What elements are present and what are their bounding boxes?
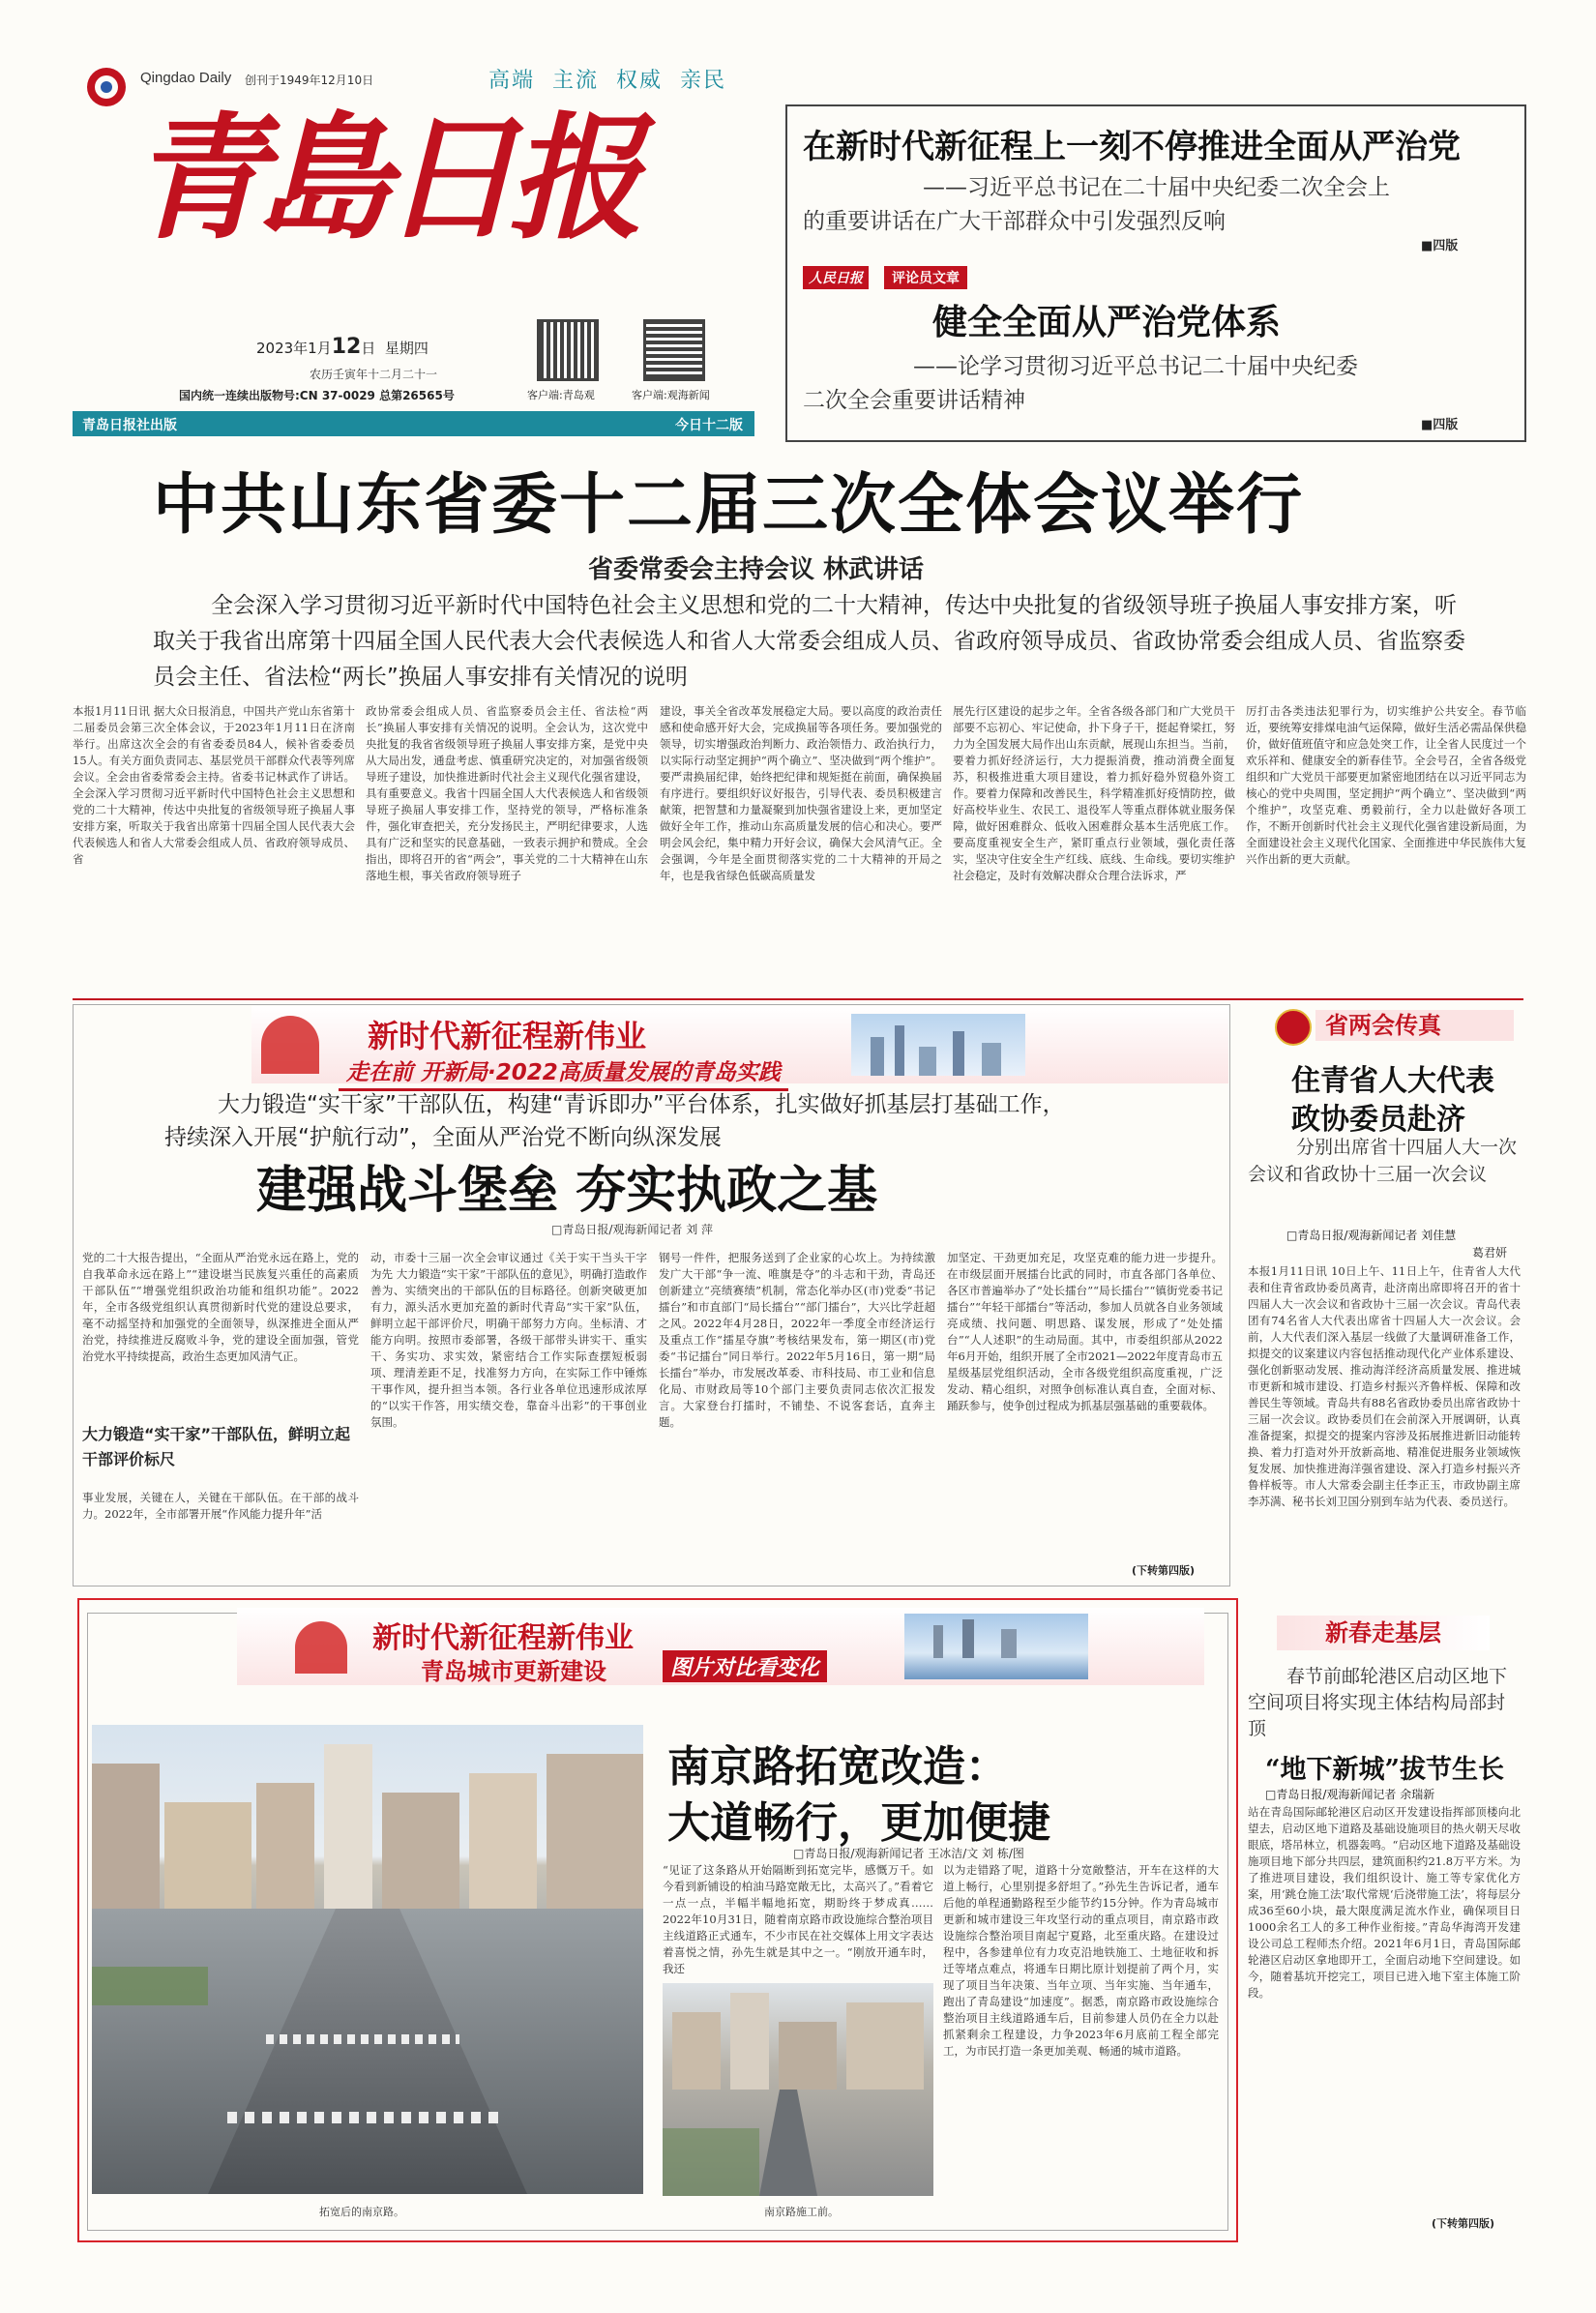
banner-coast-image <box>904 1614 1088 1679</box>
page-count: 今日十二版 <box>675 418 743 433</box>
caption-before-construction: 南京路施工前。 <box>764 2206 839 2218</box>
feature1-column-1: 党的二十大报告提出，“全面从严治党永远在路上，党的自我革命永远在路上”“建设堪当民族复兴重任的高素质干部队伍”“增强党组织政治功能和组织功能”。2022年，全市各级党组织认真贯彻新时代党的建设总要求，毫不动摇坚持和加强党的全面领导，纵深推进全面从严治党，持续推进反腐败斗争，党的建设全面加强，管党治党水平持续提高，政治生态更加风清气正。 <box>82 1251 359 1363</box>
feature1-banner <box>251 1006 1228 1083</box>
feature2-headline-1: 南京路拓宽改造： <box>667 1742 1008 1792</box>
english-name: Qingdao Daily <box>140 70 232 86</box>
feature2-byline: □青岛日报/观海新闻记者 王冰洁/文 刘 栋/图 <box>793 1847 1024 1860</box>
feature1-column-1b: 事业发展，关键在人，关键在干部队伍。在干部的战斗力。2022年，全市部署开展“作风能力提升年”活 <box>82 1491 359 1521</box>
paper-emblem-icon <box>87 68 126 106</box>
subhead-system-1: ——论学习贯彻习近平总书记二十届中央纪委 <box>913 354 1358 379</box>
emblem-icon <box>1275 1009 1312 1046</box>
feature1-banner-sub: 走在前 开新局·2022高质量发展的青岛实践 <box>339 1053 788 1091</box>
logo-calligraphy: 青島日报 <box>131 100 635 258</box>
sidebar1-body: 本报1月11日讯 10日上午、11日上午，住青省人大代表和住青省政协委员离青，赴济南出席即将召开的省十四届人大一次会议和省政协十三届一次会议。青岛代表团有74名省人大代表出席省十四届人大一次会议。会前，人大代表们深入基层一线做了大量调研准备工作，拟提交的议案建议内容包括推动现代化产业体系建设、强化创新驱动发展、推动海洋经济高质量发展、推进城市更新和城市建设、打造乡村振兴齐鲁样板、保障和改善民生等领域。青岛共有88名省政协委员出席省政协十三届一次会议。政协委员们在会前深入开展调研，认真准备提案，拟提交的提案内容涉及拓展推进新旧动能转换、着力打造对外开放新高地、精准促进服务业领域恢复发展、加快推进海洋强省建设、深入打造乡村振兴齐鲁样板等。市人大常委会副主任李正玉，市政协副主席李苏满、秘书长刘卫国分别到车站为代表、委员送行。 <box>1248 1264 1521 1508</box>
banner-landmark <box>295 1621 347 1674</box>
sidebar1-tag: 省两会传真 <box>1315 1010 1514 1041</box>
sidebar1-byline-2: 葛君妍 <box>1472 1246 1508 1260</box>
sidebar2-tag: 新春走基层 <box>1277 1616 1490 1650</box>
lead-divider <box>73 998 1523 1000</box>
headline-discipline: 在新时代新征程上一刻不停推进全面从严治党 <box>803 128 1461 166</box>
banner-landmark-left <box>261 1016 319 1074</box>
feature2-banner-title: 新时代新征程新伟业 <box>372 1621 634 1655</box>
feature1-banner-title: 新时代新征程新伟业 <box>368 1018 647 1054</box>
subhead-system-2: 二次全会重要讲话精神 <box>803 388 1025 413</box>
feature1-deck-2: 持续深入开展“护航行动”，全面从严治党不断向纵深发展 <box>164 1125 722 1150</box>
sidebar1-subhead: 分别出席省十四届人大一次会议和省政协十三届一次会议 <box>1248 1137 1518 1185</box>
caption-widened-road: 拓宽后的南京路。 <box>319 2206 404 2218</box>
qr-caption-2: 客户端:观海新闻 <box>632 389 710 401</box>
commentary-tag: 评论员文章 <box>884 266 967 289</box>
lead-column-2: 政协常委会组成人员、省监察委员会主任、省法检“两长”换届人事安排有关情况的说明。全会认为，这次党中央批复的我省省级领导班子换届人事安排方案，是党中央从大局出发，通盘考虑、慎重研究决定的，对加强省级领导班子建设，加快推进新时代社会主义现代化强省建设，具有重要意义。我省十四届全国人大代表候选人和省级领导班子换届人事安排工作，坚持党的领导，严格标准条件，强化审查把关，充分发扬民主，严明纪律要求，人选具有广泛和坚实的民意基础，一致表示拥护和赞成。全会指出，即将召开的省“两会”，事关党的二十大精神在山东落地生根，事关省政府领导班子 <box>366 704 648 882</box>
feature1-headline: 建强战斗堡垒 夯实执政之基 <box>256 1161 878 1220</box>
feature1-column-4: 加坚定、干劲更加充足，攻坚克难的能力进一步提升。在市级层面开展擂台比武的同时，市直各部门各单位、各区市普遍举办了“处长擂台”“局长擂台”“镇街党委书记擂台”“年轻干部擂台”等活动，参加人员就各自业务领域亮成绩、找问题、明思路、谋发展，形成了“处处擂台”“人人述职”的生动局面。其中，市委组织部从2022年6月开始，组织开展了全市2021—2022年度青岛市五星级基层党组织活动，全市各级党组织高度重视，广泛发动、精心组织，对照争创标准认真自查，全面对标、踊跃参与，使争创过程成为抓基层强基础的重要载体。 <box>947 1251 1223 1412</box>
qr-code-client-1 <box>537 319 599 381</box>
founded-date: 创刊于1949年12月10日 <box>245 74 374 87</box>
sidebar1-headline-2: 政协委员赴济 <box>1291 1103 1465 1137</box>
lead-deck: 全会深入学习贯彻习近平新时代中国特色社会主义思想和党的二十大精神，传达中央批复的省级领导班子换届人事安排方案，听取关于我省出席第十四届全国人民代表大会代表候选人和省人大常委会组成人员、省政府领导成员、省政协常委会组成人员、省监察委员会主任、省法检“两长”换届人事安排有关情况的说明 <box>153 593 1465 690</box>
sidebar1-byline-1: □青岛日报/观海新闻记者 刘佳慧 <box>1286 1229 1457 1242</box>
sidebar2-headline: “地下新城”拔节生长 <box>1265 1755 1505 1785</box>
feature2-banner-tag: 图片对比看变化 <box>663 1650 827 1682</box>
date-suffix: 日 <box>361 340 376 357</box>
banner-skyline-image <box>851 1014 1025 1076</box>
photo-widened-nanjing-road <box>92 1725 643 2194</box>
sidebar2-body: 站在青岛国际邮轮港区启动区开发建设指挥部顶楼向北望去，启动区地下道路及基础设施项目的热火朝天尽收眼底，塔吊林立，机器轰鸣。“启动区地下道路及基础设施项目地下部分共四层，建筑面积约21.8万平方米。为了推进项目建设，我们组织设计、施工等专家优化方案，用‘跳仓施工法’取代常规‘后浇带施工法’，将每层分成36至60小块，最大限度满足流水作业，确保项目日1000余名工人的多工种作业衔接。”青岛华海湾开发建设公司总工程师杰介绍。2021年6月1日，青岛国际邮轮港区启动区拿地即开工，全面启动地下空间建设。如今，随着基坑开挖完工，项目已进入地下室主体施工阶段。 <box>1248 1805 1521 2000</box>
subhead-discipline-1: ——习近平总书记在二十届中央纪委二次全会上 <box>923 175 1390 200</box>
sidebar2-subhead: 春节前邮轮港区启动区地下空间项目将实现主体结构局部封顶 <box>1248 1666 1508 1739</box>
page-ref-1: ■四版 <box>1421 239 1459 253</box>
page-ref-2: ■四版 <box>1421 418 1459 432</box>
feature2-banner-sub: 青岛城市更新建设 <box>421 1658 606 1685</box>
cn-number: 国内统一连续出版物号:CN 37-0029 总第26565号 <box>179 389 455 402</box>
feature2-headline-2: 大道畅行，更加便捷 <box>667 1798 1050 1848</box>
feature1-byline: □青岛日报/观海新闻记者 刘 萍 <box>551 1223 714 1236</box>
date-day: 12 <box>331 335 362 359</box>
slogan-1: 高端 <box>488 69 536 93</box>
publisher: 青岛日报社出版 <box>82 418 177 433</box>
sidebar2-byline: □青岛日报/观海新闻记者 余瑞新 <box>1265 1788 1435 1801</box>
date-prefix: 2023年1月 <box>256 340 332 357</box>
slogans <box>488 64 726 94</box>
slogan-4: 亲民 <box>680 69 727 93</box>
feature2-banner <box>237 1608 1204 1685</box>
masthead <box>73 58 754 445</box>
issue-date <box>256 335 429 359</box>
renmin-logo: 人民日报 <box>803 266 869 289</box>
feature1-column-3: 钢号一件件，把服务送到了企业家的心坎上。为持续激发广大干部“争一流、唯旗是夺”的斗志和干劲，青岛还创新建立“亮绩赛绩”机制，常态化举办区(市)党委“书记擂台”和市直部门“局长擂台”“部门擂台”，大兴比学赶超之风。2022年4月28日，2022年一季度全市经济运行及重点工作“擂星夺旗”考核结果发布，第一期区(市)党委“书记擂台”同日举行。2022年5月16日，第一期“局长擂台”举办，市发展改革委、市科技局、市工业和信息化局、市财政局等10个部门主要负责同志依次汇报发言。大家登台打擂时，不铺垫、不说客套话，直奔主题。 <box>659 1251 935 1429</box>
photo-nanjing-road-before <box>663 1983 933 2196</box>
top-right-box <box>785 104 1526 442</box>
lead-subhead: 省委常委会主持会议 林武讲话 <box>588 555 925 584</box>
lead-column-5: 厉打击各类违法犯罪行为，切实维护公共安全。春节临近，要统筹安排煤电油气运保障，做好生活必需品保供稳价，做好值班值守和应急处突工作，让全省人民度过一个欢乐祥和、健康安全的新春佳节。全会号召，全省各级党组织和广大党员干部要更加紧密地团结在以习近平同志为核心的党中央周围，坚定拥护“两个确立”、坚决做到“两个维护”，攻坚克难、勇毅前行，全力以赴做好各项工作，不断开创新时代社会主义现代化强省建设新局面，为全面建设社会主义现代化国家、全面推进中华民族伟大复兴作出新的更大贡献。 <box>1246 704 1526 866</box>
feature1-column-2: 动，市委十三届一次全会审议通过《关于实干当头干字为先 大力锻造“实干家”干部队伍的意见》，明确打造敢作善为、实绩突出的干部队伍的目标路径。创新突破更加有力，源头活水更加充盈的新时代青岛“实干家”队伍，鲜明立起干部评价尺，明确干部努力方向。坐标清、才能方向明。按照市委部署，各级干部带头讲实干、重实干、务实功、求实效，紧密结合工作实际查摆短板弱项、理清差距不足，找准努力方向，在实际工作中锤炼干事作风，提升担当本领。各行业各单位迅速形成浓厚的“以实干作答，用实绩交卷，靠奋斗出彩”的干事创业氛围。 <box>370 1251 647 1429</box>
sidebar1 <box>1248 1006 1523 1586</box>
feature1-pull-quote: 大力锻造“实干家”干部队伍，鲜明立起干部评价标尺 <box>82 1425 351 1468</box>
feature1-deck-1: 大力锻造“实干家”干部队伍，构建“青诉即办”平台体系，扎实做好抓基层打基础工作， <box>218 1092 1065 1117</box>
sidebar1-headline-1: 住青省人大代表 <box>1291 1064 1494 1098</box>
sidebar2 <box>1248 1606 1523 2244</box>
headline-system: 健全全面从严治党体系 <box>932 302 1282 342</box>
feature2-column-2: 以为走错路了呢，道路十分宽敞整洁，开车在这样的大道上畅行，心里别提多舒坦了。”孙先生告诉记者，通车后他的单程通勤路程至少能节约15分钟。作为青岛城市更新和城市建设三年攻坚行动的重点项目，南京路市政设施综合整治项目南起宁夏路，北至重庆路。在建设过程中，各参建单位有力攻克沿地铁施工、土地征收和拆迁等堵点难点，将通车日期比原计划提前了两个月，实现了项目当年决策、当年立项、当年实施、当年通车，跑出了青岛建设“加速度”。据悉，南京路市政设施综合整治项目主线道路通车后，目前参建人员仍在全力以赴抓紧剩余工程建设，力争2023年6月底前工程全部完工，为市民打造一条更加美观、畅通的城市道路。 <box>943 1863 1219 2058</box>
lead-column-4: 展先行区建设的起步之年。全省各级各部门和广大党员干部要不忘初心、牢记使命，扑下身子干，挺起脊梁扛，努力为全国发展大局作出山东贡献，展现山东担当。当前，要着力抓好经济运行，大力提振消费，推动消费全面复苏，积极推进重大项目建设，着力抓好稳外贸稳外资工作。要着力保障和改善民生，科学精准抓好疫情防控，做好高校毕业生、农民工、退役军人等重点群体就业服务保障，做好困难群众、低收入困难群众基本生活兜底工作。要高度重视安全生产，紧盯重点行业领域，强化责任落实，坚决守住安全生产红线、底线、生命线。要切实维护社会稳定，及时有效解决群众合理合法诉求，严 <box>953 704 1235 882</box>
lead-column-1: 本报1月11日讯 据大众日报消息，中国共产党山东省第十二届委员会第三次全体会议，于2023年1月11日在济南举行。出席这次全会的有省委委员84人，候补省委委员15人。有关方面负责同志、基层党员干部群众代表等列席会议。全会由省委常委会主持。省委书记林武作了讲话。全会深入学习贯彻习近平新时代中国特色社会主义思想和党的二十大精神，传达中央批复的省级领导班子换届人事安排方案，听取关于我省出席第十四届全国人民代表大会代表候选人和省人大常委会组成人员、省政府领导成员、省 <box>73 704 355 866</box>
slogan-3: 权威 <box>616 69 664 93</box>
feature1-continued: (下转第四版) <box>1132 1564 1196 1577</box>
qr-code-client-2 <box>643 319 705 381</box>
subhead-discipline-2: 的重要讲话在广大干部群众中引发强烈反响 <box>803 209 1226 234</box>
weekday: 星期四 <box>384 340 429 357</box>
slogan-2: 主流 <box>552 69 600 93</box>
lead-headline: 中共山东省委十二届三次全体会议举行 <box>153 466 1305 544</box>
qr-caption-1: 客户端:青岛观 <box>527 389 595 401</box>
lead-column-3: 建设，事关全省改革发展稳定大局。要以高度的政治责任感和使命感开好大会，完成换届等各项任务。要加强党的领导，切实增强政治判断力、政治领悟力、政治执行力，以实际行动坚定拥护“两个确立”、坚决做到“两个维护”。要严肃换届纪律，始终把纪律和规矩挺在前面，确保换届有序进行。要组织好议好报告，引导代表、委员积极建言献策，把智慧和力量凝聚到加快强省建设上来，更加坚定做好全年工作，推动山东高质量发展的信心和决心。要严明会风会纪，集中精力开好会议，确保大会风清气正。全会强调，今年是全面贯彻落实党的二十大精神的开局之年，也是我省绿色低碳高质量发 <box>660 704 942 882</box>
publisher-bar <box>73 411 754 436</box>
sidebar2-continued: (下转第四版) <box>1432 2217 1495 2230</box>
feature2-column-1: “见证了这条路从开始隔断到拓宽完毕，感慨万千。如今看到新铺设的柏油马路宽敞无比，太高兴了。”看着它一点一点，半幅半幅地拓宽，期盼终于梦成真……2022年10月31日，随着南京路市政设施综合整治项目主线道路正式通车，不少市民在社交媒体上用文字表达着喜悦之情，孙先生就是其中之一。“刚放开通车时，我还 <box>663 1863 933 1975</box>
lunar-date: 农历壬寅年十二月二十一 <box>310 368 438 381</box>
